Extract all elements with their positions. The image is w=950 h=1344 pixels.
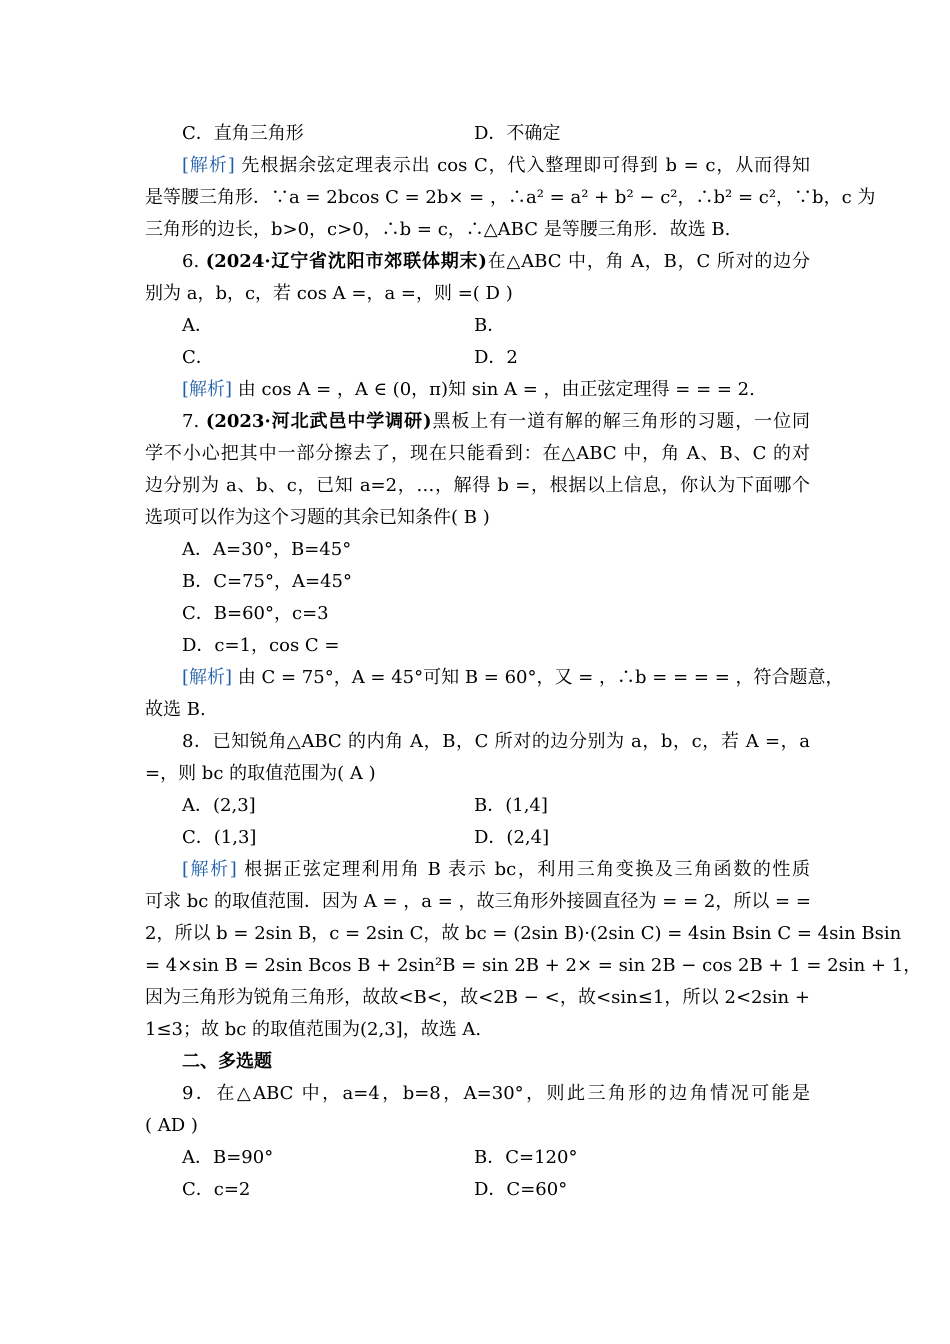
q7-stem-line-4: 选项可以作为这个习题的其余已知条件( B ) <box>145 507 490 528</box>
q7-option-a: A．A=30°，B=45° <box>182 539 352 560</box>
q8-stem-line-1: 8．已知锐角△ABC 的内角 A，B，C 所对的边分别为 a，b，c，若 A =，a <box>182 731 810 752</box>
q9-option-c: C．c=2 <box>182 1179 251 1200</box>
q6-option-d: D．2 <box>474 347 518 368</box>
q7-option-d: D．c=1，cos C = <box>182 635 340 656</box>
q5-analysis-line-1 <box>182 154 810 178</box>
q8-option-d: D．(2,4] <box>474 827 550 848</box>
q7-analysis-line-1 <box>182 666 844 690</box>
q6-source: (2024·辽宁省沈阳市郊联体期末) <box>205 251 487 272</box>
q7-stem-line-2: 学不小心把其中一部分擦去了，现在只能看到：在△ABC 中，角 A、B、C 的对 <box>145 443 810 464</box>
q9-options-cd <box>182 1178 810 1202</box>
q8-option-a: A．(2,3] <box>182 795 256 816</box>
q6-options-cd <box>182 346 810 370</box>
q5-options-cd <box>182 122 810 146</box>
q7-number: 7. <box>182 411 200 432</box>
analysis-tag: [解析] <box>182 859 237 880</box>
q6-option-a: A． <box>182 315 213 336</box>
q5-analysis-line-3: 三角形的边长，b>0，c>0，∴b = c，∴△ABC 是等腰三角形．故选 B. <box>145 219 731 240</box>
q6-stem-line-2: 别为 a，b，c，若 cos A =，a =，则 =( D ) <box>145 283 513 304</box>
q7-option-b: B．C=75°，A=45° <box>182 571 352 592</box>
analysis-tag: [解析] <box>182 155 235 176</box>
q8-stem-line-2: =，则 bc 的取值范围为( A ) <box>145 763 376 784</box>
q7-source: (2023·河北武邑中学调研) <box>205 411 432 432</box>
q9-option-b: B．C=120° <box>474 1147 578 1168</box>
q6-analysis-line-1 <box>182 378 810 402</box>
q6-option-b: B． <box>474 315 506 336</box>
q8-option-b: B．(1,4] <box>474 795 548 816</box>
q9-option-d: D．C=60° <box>474 1179 568 1200</box>
section-title-multiple-choice: 二、多选题 <box>182 1051 272 1072</box>
q8-option-c: C．(1,3] <box>182 827 257 848</box>
q5-analysis-text-1: 先根据余弦定理表示出 cos C，代入整理即可得到 b = c，从而得知 <box>241 155 810 176</box>
q5-option-c: C．直角三角形 <box>182 123 304 144</box>
q6-stem-text-1: 在△ABC 中，角 A，B，C 所对的边分 <box>486 251 810 272</box>
q8-analysis-line-4: = 4×sin B = 2sin Bcos B + 2sin²B = sin 2B + 2× = sin 2B − cos 2B + 1 = 2sin + 1， <box>145 955 922 976</box>
q7-analysis-text-1: 由 C = 75°，A = 45°可知 B = 60°，又 = ，∴b = = = = ，符合题意， <box>237 667 844 688</box>
q8-options-cd <box>182 826 810 850</box>
q8-analysis-line-2: 可求 bc 的取值范围．因为 A = ，a = ，故三角形外接圆直径为 = = 2，所以 = = <box>145 891 811 912</box>
q6-analysis-text-1: 由 cos A = ，A ∈ (0，π)知 sin A = ，由正弦定理得 = = = 2. <box>237 379 755 400</box>
q5-analysis-line-2: 是等腰三角形．∵a = 2bcos C = 2b× = ，∴a² = a² + b² − c²，∴b² = c²，∵b，c 为 <box>145 187 876 208</box>
q6-options-ab <box>182 314 810 338</box>
q7-analysis-line-2: 故选 B. <box>145 699 206 720</box>
q8-analysis-line-1 <box>182 858 810 882</box>
q8-analysis-line-3: 2，所以 b = 2sin B，c = 2sin C，故 bc = (2sin B)·(2sin C) = 4sin Bsin C = 4sin Bsin <box>145 923 902 944</box>
q8-options-ab <box>182 794 810 818</box>
q8-analysis-text-1: 根据正弦定理利用角 B 表示 bc，利用三角变换及三角函数的性质 <box>244 859 810 880</box>
q7-stem-line-3: 边分别为 a、b、c，已知 a=2，…，解得 b =，根据以上信息，你认为下面哪个 <box>145 475 810 496</box>
q9-options-ab <box>182 1146 810 1170</box>
q8-analysis-line-5: 因为三角形为锐角三角形，故故<B<，故<2B − <，故<sin≤1，所以 2<2sin + <box>145 987 810 1008</box>
q8-analysis-line-6: 1≤3；故 bc 的取值范围为(2,3]，故选 A. <box>145 1019 482 1040</box>
q5-option-d: D．不确定 <box>474 123 561 144</box>
q9-stem-line-1: 9．在△ABC 中，a=4，b=8，A=30°，则此三角形的边角情况可能是 <box>182 1083 810 1104</box>
q6-number: 6. <box>182 251 200 272</box>
q6-option-c: C． <box>182 347 214 368</box>
q7-stem-line-1 <box>182 410 810 434</box>
q9-stem-line-2: ( AD ) <box>145 1115 198 1136</box>
q6-stem-line-1 <box>182 250 810 274</box>
q7-option-c: C．B=60°，c=3 <box>182 603 329 624</box>
analysis-tag: [解析] <box>182 379 233 400</box>
q9-option-a: A．B=90° <box>182 1147 274 1168</box>
q7-stem-text-1: 黑板上有一道有解的解三角形的习题，一位同 <box>431 411 810 432</box>
analysis-tag: [解析] <box>182 667 233 688</box>
